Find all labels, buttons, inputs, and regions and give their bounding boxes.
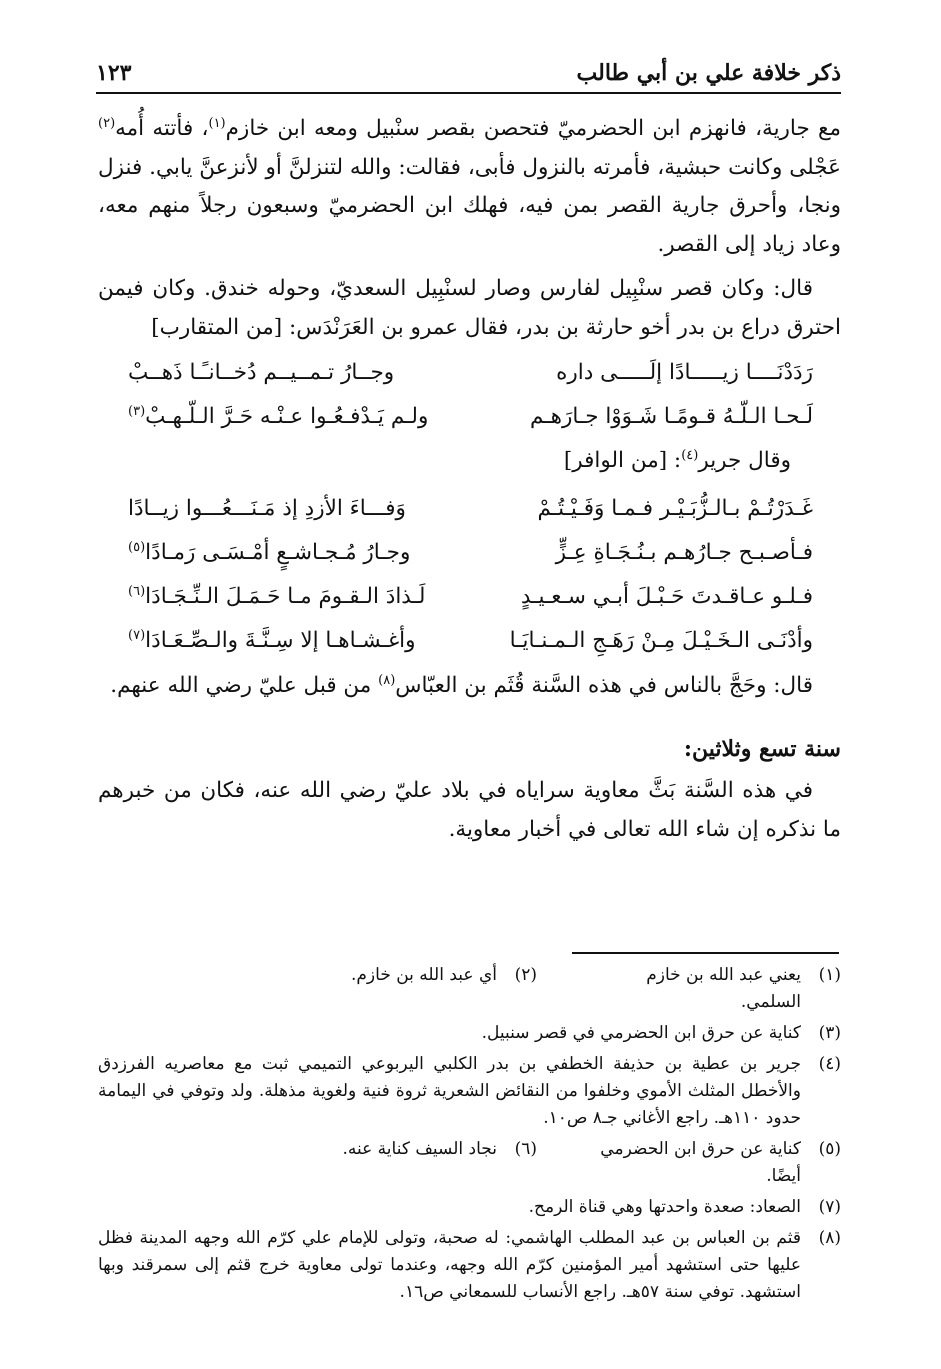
footnote-separator [572, 952, 839, 954]
footnote-8 [98, 1225, 841, 1306]
hemistich-left [98, 398, 440, 437]
hemistich-right: غَـدَرْتُـمْ بـالـزُّبَـيْـر فـمـا وَفَـيْـتُـمْ [537, 495, 813, 521]
hemistich-text: وَفـــاءَ الأزدِ إذ مَـنَـــعُـــوا زيــادًا [128, 495, 406, 521]
hemistich-right: وأدْنَـى الـخَـيْـلَ مِـنْ رَهَـجِ الـمـنـايَـا [509, 627, 813, 653]
footnote-6 [277, 1136, 537, 1190]
footnote-ref-4: (٤) [681, 447, 699, 463]
footnote-number: (٦) [514, 1139, 537, 1159]
section-heading: سنة تسع وثلاثين: [683, 735, 841, 762]
footnote-5 [581, 1136, 841, 1190]
hemistich-text: ولـم يَـدْفـعُـوا عـنْـه حَـرَّ الـلّـهـبْ [145, 403, 429, 429]
footnote-text: يعني عبد الله بن خازم السلمي. [646, 965, 801, 1012]
header-title: ذكر خلافة علي بن أبي طالب [576, 60, 841, 86]
hemistich-left [98, 622, 440, 661]
page-number: ١٢٣ [96, 60, 132, 86]
footnote-text: جرير بن عطية بن حذيفة الخطفي بن بدر الكلبي اليربوعي التميمي ثبت مع معاصريه الفرزدق والأخطل المثلث الأموي وخلفوا من النقائض الشعرية ثروة فنية ولغوية مذهلة. ولد وتوفي في اليمامة حدود ١١٠هـ. راجع الأغاني جـ٨ ص١٠. [98, 1054, 801, 1128]
footnote-text: كناية عن حرق ابن الحضرمي في قصر سنبيل. [481, 1023, 801, 1043]
poem-2 [98, 487, 841, 663]
hemistich-right: لَـحـا الـلّـهُ قـومًـا شَـوَوْا جـارَهـم [530, 403, 813, 429]
footnote-2 [277, 962, 537, 1016]
footnote-ref-6: (٦) [128, 583, 146, 599]
footnote-7 [98, 1194, 841, 1221]
hemistich-left [98, 490, 440, 529]
verse [98, 351, 841, 395]
footnote-ref-8: (٨) [378, 672, 396, 688]
hemistich-text: وجـارُ مُـجـاشـعٍ أمْـسَـى رَمـادًا [145, 539, 411, 565]
paragraph-1 [98, 110, 841, 264]
verse [98, 487, 841, 531]
footnote-ref-5: (٥) [128, 539, 146, 555]
hemistich-text: وأغـشـاهـا إلا سِـنَّـةَ والـصِّـعَـادَا [145, 627, 416, 653]
hemistich-left [98, 354, 440, 393]
text-span: من قبل عليّ رضي الله عنهم. [110, 673, 379, 698]
text-span: ، فأتته أُمه [115, 116, 209, 141]
footnote-number: (٧) [818, 1197, 841, 1217]
text-span: وقال جرير [698, 448, 791, 473]
hemistich-left [98, 578, 440, 617]
verse [98, 619, 841, 663]
running-header [96, 52, 841, 94]
poem-2-intro [98, 439, 841, 483]
poem-1 [98, 351, 841, 439]
verse [98, 575, 841, 619]
text-span: قال: وحَجَّ بالناس في هذه السَّنة قُثَم بن العبّاس [395, 673, 813, 698]
hemistich-right: فـأصـبـح جـارُهـم بـنُـجَـاةِ عِـزٍّ [555, 539, 813, 565]
hemistich-left [98, 534, 440, 573]
footnote-ref-2: (٢) [98, 115, 116, 131]
hemistich-right: فـلـو عـاقـدتَ حَـبْـلَ أبـي سـعـيـدٍ [520, 583, 813, 609]
footnote-number: (٨) [818, 1228, 841, 1248]
footnote-ref-3: (٣) [128, 403, 146, 419]
paragraph-3 [98, 667, 841, 706]
footnote-text: أي عبد الله بن خازم. [351, 965, 497, 985]
hemistich-right: رَدَدْنَــــا زيـــــادًا إلَـــــى داره [556, 359, 813, 385]
footnote-number: (٣) [818, 1023, 841, 1043]
footnotes [98, 962, 841, 1310]
footnote-pair [98, 1136, 841, 1190]
footnote-text: قثم بن العباس بن عبد المطلب الهاشمي: له صحبة، وتولى للإمام علي كرّم الله وجهه المدينة فظل عليها حتى استشهد أمير المؤمنين كرّم الله وجهه، وعندما تولى معاوية خرج قثم إلى سمرقند وبها استشهد. توفي سنة ٥٧هـ. راجع الأنساب للسمعاني ص١٦. [98, 1228, 801, 1302]
footnote-4 [98, 1051, 841, 1132]
paragraph-2: قال: وكان قصر سنْبِيل لفارس وصار لسنْبِيل السعديّ، وحوله خندق. وكان فيمن احترق دراع بن بدر أخو حارثة بن بدر، فقال عمرو بن العَرَنْدَس: [من المتقارب] [98, 276, 841, 340]
footnote-text: الصعاد: صعدة واحدتها وهي قناة الرمح. [528, 1197, 801, 1217]
footnote-3 [98, 1020, 841, 1047]
footnote-number: (٤) [818, 1054, 841, 1074]
footnote-number: (١) [818, 965, 841, 985]
footnote-ref-1: (١) [208, 115, 226, 131]
footnote-text: كناية عن حرق ابن الحضرمي أيضًا. [600, 1139, 801, 1186]
text-span: عَجْلى وكانت حبشية، فأمرته بالنزول فأبى، فقالت: والله لتنزلنَّ أو لأنزعنَّ يابي. فنزل ونجا، وأحرق جارية القصر بمن فيه، فهلك ابن الحضرميّ وسبعون رجلاً منهم معه، وعاد زياد إلى القصر. [98, 154, 841, 257]
paragraph-4: في هذه السَّنة بَثَّ معاوية سراياه في بلاد عليّ رضي الله عنه، فكان من خبرهم ما نذكره إن شاء الله تعالى في أخبار معاوية. [98, 778, 841, 842]
text-span: مع جارية، فانهزم ابن الحضرميّ فتحصن بقصر سنْبيل ومعه ابن خازم [225, 116, 842, 141]
footnote-number: (٢) [514, 965, 537, 985]
main-text [98, 110, 841, 849]
verse [98, 395, 841, 439]
text-span: : [من الوافر] [563, 448, 682, 473]
footnote-1 [581, 962, 841, 1016]
footnote-number: (٥) [818, 1139, 841, 1159]
hemistich-text: وجــارُ تـمــيــم دُخــانـًـا ذَهــبْ [128, 359, 395, 385]
verse [98, 531, 841, 575]
hemistich-text: لَـذادَ الـقـومَ مـا حَـمَـلَ الـنِّـجَـادَا [145, 583, 426, 609]
footnote-ref-7: (٧) [128, 627, 146, 643]
footnote-text: نجاد السيف كناية عنه. [342, 1139, 497, 1159]
footnote-pair [98, 962, 841, 1016]
